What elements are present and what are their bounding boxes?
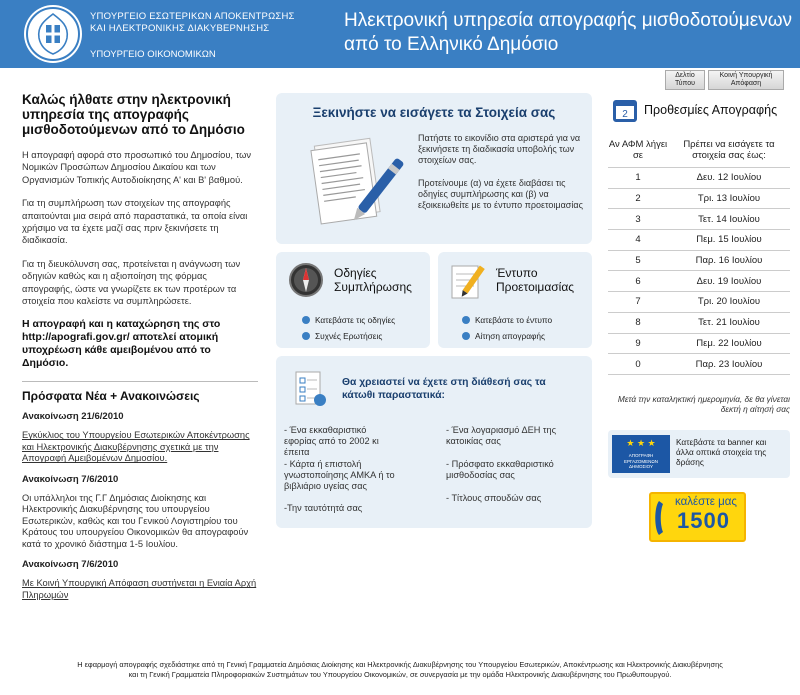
phone-icon [653, 497, 673, 539]
welcome-heading: Καλώς ήλθατε στην ηλεκτρονική υπηρεσία της απογραφής μισθοδοτούμενων από το Δημόσιο [22, 92, 245, 137]
intro-paragraph-1: Η απογραφή αφορά στο προσωπικό του Δημοσίου, των Νομικών Προσώπων Δημοσίου Δικαίου και των Οργανισμών Τοπικής Αυτοδιοίκησης Α' και Β' βαθμού. [22, 150, 252, 185]
deadline-date: Τρι. 20 Ιουλίου [668, 292, 790, 313]
joint-decision-button[interactable] [708, 70, 784, 90]
download-instructions-label: Κατεβάστε τις οδηγίες [315, 315, 396, 325]
footer-text: . [669, 670, 672, 679]
banner-download-text: Κατεβάστε τα banner και άλλα οπτικά στοιχεία της δράσης [676, 437, 767, 467]
footer-line-1 [0, 660, 800, 670]
prep-form-panel [438, 252, 592, 348]
apografi-logo [612, 435, 670, 473]
bullet-icon [462, 332, 470, 340]
deadline-date: Παρ. 23 Ιουλίου [668, 354, 790, 375]
requirement-item: - Κάρτα ή επιστολή γνωστοποίησης ΑΜΚΑ ή το βιβλιάριο υγείας σας [284, 459, 395, 491]
calendar-icon [612, 97, 638, 123]
prep-form-title [496, 266, 574, 294]
deadline-date: Τετ. 14 Ιουλίου [668, 209, 790, 230]
banner-download-box[interactable] [608, 430, 790, 478]
table-row [608, 354, 790, 375]
deadline-date: Τετ. 21 Ιουλίου [668, 312, 790, 333]
intro-paragraph-2: Για τη συμπλήρωση των στοιχείων της απογραφής απαιτούνται μια σειρά από παραστατικά, τα οποία είναι χρήσιμο να τα έχετε μαζί σας πριν ξεκινήσετε τη διαδικασία. [22, 198, 248, 246]
start-entry-text [418, 133, 584, 211]
bullet-icon [302, 316, 310, 324]
page-title-line-1: Ηλεκτρονική υπηρεσία απογραφής μισθοδοτούμενων [344, 10, 793, 31]
deadlines-table [608, 139, 790, 375]
news-link[interactable]: Εγκύκλιος του Υπουργείου Εσωτερικών Αποκέντρωσης και Ηλεκτρονικής Διακυβέρνησης σχετικά με την Απογραφή Αμειβομένων Δημοσίου. [22, 430, 250, 464]
requirement-item: - Τίτλους σπουδών σας [446, 493, 542, 503]
footer-text: του Υπουργείου Εσωτερικών, Αποκέντρωσης και Ηλεκτρονικής Διακυβέρνησης [463, 660, 723, 669]
instructions-title-line-2: Συμπλήρωσης [334, 280, 412, 294]
requirements-panel [276, 356, 592, 528]
table-row [608, 209, 790, 230]
table-row [608, 168, 790, 189]
news-item: Οι υπάλληλοι της Γ.Γ Δημόσιας Διοίκησης και Ηλεκτρονικής Διακυβέρνησης του υπουργείου Εσωτερικών, καθώς και του Γενικού Λογιστηρίου του Κράτους του υπουργείου Οικονομικών θα απογραφούν κατά το χρονικό διάστημα 1-5 Ιουλίου. [22, 492, 249, 549]
compass-icon [288, 262, 324, 298]
greek-seal-logo [24, 5, 82, 63]
requirements-title: Θα χρειαστεί να έχετε στη διάθεσή σας τα κάτωθι παραστατικά: [342, 377, 546, 401]
start-entry-text-1: Πατήστε το εικονίδιο στα αριστερά για να ξεκινήσετε τη διαδικασία υποβολής των στοιχείων σας. [418, 133, 581, 165]
news-item [22, 578, 258, 601]
afm-digit: 4 [608, 230, 668, 251]
instructions-panel [276, 252, 430, 348]
news-heading: Πρόσφατα Νέα + Ανακοινώσεις [22, 389, 200, 404]
joint-decision-label-2: Απόφαση [730, 80, 762, 87]
joint-decision-label-1: Κοινή Υπουργική [719, 72, 773, 79]
download-form-link[interactable] [462, 315, 552, 325]
table-row [608, 292, 790, 313]
afm-digit: 3 [608, 209, 668, 230]
deadline-date: Τρι. 13 Ιουλίου [668, 188, 790, 209]
news-date: Ανακοίνωση 21/6/2010 [22, 411, 124, 423]
logo-line-2: ΕΡΓΑΖΟΜΕΝΩΝ [624, 458, 658, 464]
news-link[interactable]: Με Κοινή Υπουργική Απόφαση συστήνεται η Ενιαία Αρχή Πληρωμών [22, 578, 257, 600]
faq-link[interactable] [302, 331, 382, 341]
call-label: καλέστε μας [675, 496, 737, 508]
download-form-label: Κατεβάστε το έντυπο [475, 315, 553, 325]
table-row [608, 271, 790, 292]
start-entry-panel [276, 93, 592, 244]
header-bar [0, 0, 800, 68]
start-entry-title: Ξεκινήστε να εισάγετε τα Στοιχεία σας [312, 105, 556, 120]
footer-text: Η εφαρμογή απογραφής σχεδιάστηκε από τη [77, 660, 227, 669]
prep-form-title-line-2: Προετοιμασίας [496, 280, 575, 294]
table-row [608, 333, 790, 354]
divider [22, 381, 258, 382]
ministry-line-3: ΥΠΟΥΡΓΕΙΟ ΟΙΚΟΝΟΜΙΚΩΝ [90, 49, 216, 60]
table-row [608, 188, 790, 209]
table-row [608, 312, 790, 333]
instructions-title-line-1: Οδηγίες [334, 266, 377, 280]
obligation-paragraph: Η απογραφή και η καταχώρηση της στο http://apografi.gov.gr/ αποτελεί ατομική υποχρέωση κάθε αμειβομένου από το Δημόσιο. [22, 318, 221, 370]
deadline-date: Πεμ. 15 Ιουλίου [668, 230, 790, 251]
deadline-column-header: Πρέπει να εισάγετε τα στοιχεία σας έως: [683, 139, 775, 161]
afm-digit: 2 [608, 188, 668, 209]
press-release-button[interactable] [665, 70, 705, 90]
table-row [608, 250, 790, 271]
afm-digit: 1 [608, 168, 668, 189]
deadline-date: Δευ. 19 Ιουλίου [668, 271, 790, 292]
registration-request-link[interactable] [462, 331, 545, 341]
requirement-item: -Την ταυτότητά σας [284, 503, 363, 513]
call-number: 1500 [677, 508, 730, 533]
deadline-date: Παρ. 16 Ιουλίου [668, 250, 790, 271]
footer-line-2 [0, 670, 800, 680]
afm-digit: 9 [608, 333, 668, 354]
logo-line-1: ΑΠΟΓΡΑΦΗ [628, 453, 654, 458]
footer-text: και τη [128, 670, 150, 679]
svg-text:2: 2 [622, 109, 628, 120]
instructions-title [334, 266, 412, 294]
faq-label: Συχνές Ερωτήσεις [315, 331, 383, 341]
press-release-label-1: Δελτίο [675, 72, 695, 79]
start-entry-text-2: Προτείνουμε (α) να έχετε διαβάσει τις οδηγίες συμπλήρωσης και (β) να εξοικειωθείτε με το έντυπο προετοιμασίας [418, 178, 583, 210]
ministry-line-1: ΥΠΟΥΡΓΕΙΟ ΕΣΩΤΕΡΙΚΩΝ ΑΠΟΚΕΝΤΡΩΣΗΣ [90, 11, 295, 22]
footer-link-gspis[interactable]: Γενική Γραμματεία Πληροφοριακών Συστημάτων του Υπουργείου Οικονομικών [149, 670, 406, 679]
deadline-date: Πεμ. 22 Ιουλίου [668, 333, 790, 354]
deadline-date: Δευ. 12 Ιουλίου [668, 168, 790, 189]
registration-request-label: Αίτηση απογραφής [475, 331, 545, 341]
star-icon: ★ ★ ★ [626, 438, 656, 448]
page-title [344, 9, 792, 57]
requirement-item: - Πρόσφατο εκκαθαριστικό μισθοδοσίας σας [446, 459, 554, 480]
afm-column-header: Αν ΑΦΜ λήγει σε [608, 139, 668, 161]
afm-digit: 0 [608, 354, 668, 375]
deadlines-title: Προθεσμίες Απογραφής [644, 103, 778, 117]
intro-paragraph-3: Για τη διευκόλυνση σας, προτείνεται η ανάγνωση των οδηγιών καθώς και η αξιοποίηση της φόρμας απογραφής, ώστε να γνωρίζετε εκ των προτέρων τα στοιχεία που καλείστε να συμπληρώσετε. [22, 258, 241, 307]
call-1500-banner[interactable] [649, 492, 746, 542]
bullet-icon [462, 316, 470, 324]
news-date: Ανακοίνωση 7/6/2010 [22, 559, 119, 571]
footer [0, 660, 800, 680]
news-date: Ανακοίνωση 7/6/2010 [22, 473, 119, 485]
ministry-line-2: ΚΑΙ ΗΛΕΚΤΡΟΝΙΚΗΣ ΔΙΑΚΥΒΕΡΝΗΣΗΣ [90, 23, 270, 34]
page-title-line-2: από το Ελληνικό Δημόσιο [344, 34, 559, 55]
requirement-item: - Ένα εκκαθαριστικό εφορίας από το 2002 κι έπειτα [284, 425, 379, 457]
download-instructions-link[interactable] [302, 315, 395, 325]
press-release-label-2: Τύπου [675, 80, 695, 87]
requirement-item: - Ένα λογαριασμό ΔΕΗ της κατοικίας σας [446, 425, 557, 446]
table-row [608, 230, 790, 251]
afm-digit: 8 [608, 312, 668, 333]
left-column [22, 92, 258, 610]
logo-line-3: ΔΗΜΟΣΙΟΥ [629, 464, 653, 469]
footer-link-egov-team[interactable]: Ηλεκτρονικής Διακυβέρνησης του Πρωθυπουργού [505, 670, 670, 679]
prep-form-title-line-1: Έντυπο [496, 266, 538, 280]
document-pen-icon[interactable] [298, 131, 410, 237]
afm-digit: 5 [608, 250, 668, 271]
ministry-name [90, 11, 295, 35]
deadline-note: Μετά την καταληκτική ημερομηνία, δε θα γίνεται δεκτή η αίτησή σας [617, 394, 790, 414]
checklist-icon [292, 368, 328, 408]
afm-digit: 7 [608, 292, 668, 313]
footer-link-gsdid[interactable]: Γενική Γραμματεία Δημόσιας Διοίκησης και Ηλεκτρονικής Διακυβέρνησης [226, 660, 464, 669]
bullet-icon [302, 332, 310, 340]
notepad-pencil-icon [450, 262, 486, 302]
footer-text: , σε συνεργασία με την ομάδα [405, 670, 506, 679]
news-item [22, 430, 258, 465]
afm-digit: 6 [608, 271, 668, 292]
